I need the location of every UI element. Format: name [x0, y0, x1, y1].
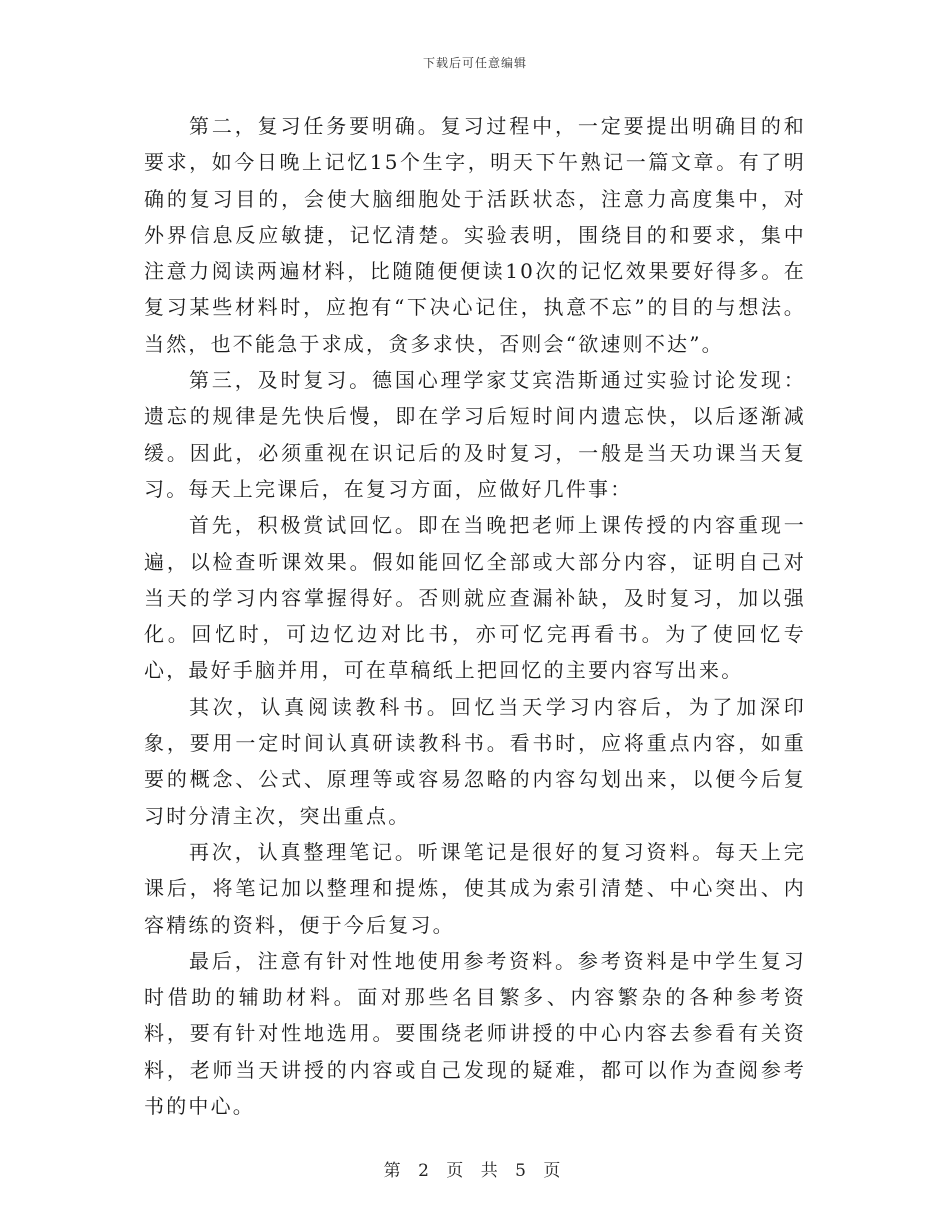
document-body — [144, 108, 806, 1124]
paragraph-review-goals: 第二，复习任务要明确。复习过程中，一定要提出明确目的和要求，如今日晚上记忆15个生字，明天下午熟记一篇文章。有了明确的复习目的，会使大脑细胞处于活跃状态，注意力高度集中，对外界信息反应敏捷，记忆清楚。实验表明，围绕目的和要求，集中注意力阅读两遍材料，比随随便便读10次的记忆效果要好得多。在复习某些材料时，应抱有“下决心记住，执意不忘”的目的与想法。当然，也不能急于求成，贪多求快，否则会“欲速则不达”。 — [144, 114, 806, 356]
paragraph-reference-materials: 最后，注意有针对性地使用参考资料。参考资料是中学生复习时借助的辅助材料。面对那些名目繁多、内容繁杂的各种参考资料，要有针对性地选用。要围绕老师讲授的中心内容去参看有关资料，老师当天讲授的内容或自己发现的疑难，都可以作为查阅参考书的中心。 — [144, 948, 806, 1119]
paragraph-read-textbook: 其次，认真阅读教科书。回忆当天学习内容后，为了加深印象，要用一定时间认真研读教科书。看书时，应将重点内容，如重要的概念、公式、原理等或容易忽略的内容勾划出来，以便今后复习时分清主次，突出重点。 — [144, 694, 806, 828]
page-header: 下载后可任意编辑 — [422, 56, 527, 70]
page-number: 第 2 页 共 5 页 — [383, 1161, 567, 1181]
paragraph-recall: 首先，积极赏试回忆。即在当晚把老师上课传授的内容重现一遍，以检查听课效果。假如能回忆全部或大部分内容，证明自己对当天的学习内容掌握得好。否则就应查漏补缺，及时复习，加以强化。回忆时，可边忆边对比书，亦可忆完再看书。为了使回忆专心，最好手脑并用，可在草稿纸上把回忆的主要内容写出来。 — [144, 513, 806, 683]
paragraph-organize-notes: 再次，认真整理笔记。听课笔记是很好的复习资料。每天上完课后，将笔记加以整理和提炼，使其成为索引清楚、中心突出、内容精练的资料，便于今后复习。 — [144, 839, 806, 937]
paragraph-timely-review: 第三，及时复习。德国心理学家艾宾浩斯通过实验讨论发现：遗忘的规律是先快后慢，即在学习后短时间内遗忘快，以后逐渐减缓。因此，必须重视在识记后的及时复习，一般是当天功课当天复习。每天上完课后，在复习方面，应做好几件事： — [144, 368, 806, 501]
